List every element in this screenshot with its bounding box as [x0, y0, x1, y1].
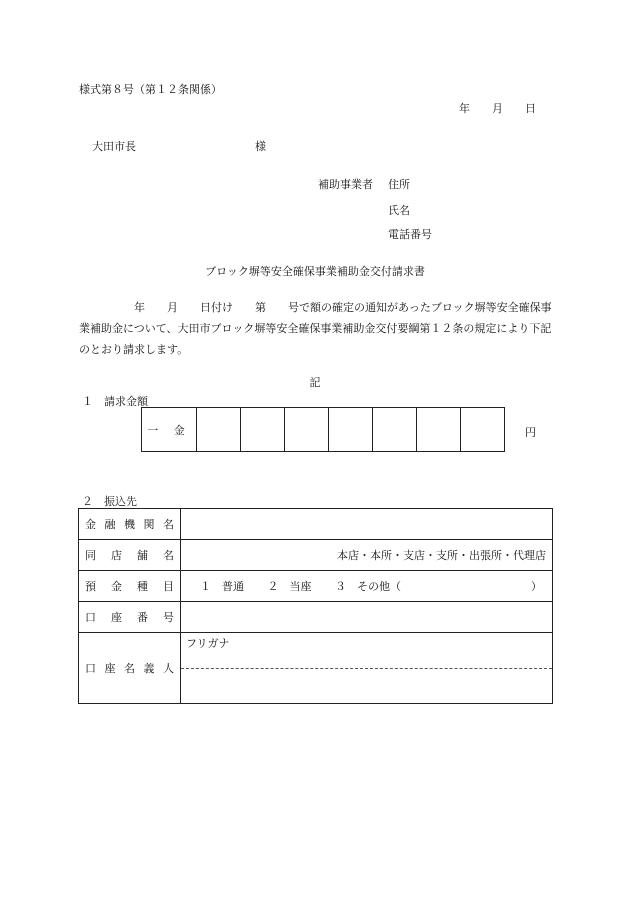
- amount-digit-cell[interactable]: [197, 408, 241, 452]
- date-day-label: 日: [525, 102, 536, 115]
- body-paragraph: 年 月 日付け 第 号で額の確定の通知があったブロック塀等安全確保事業補助金について、大田市ブロック塀等安全確保事業補助金交付要綱第１２条の規定により下記のとおり請求します。: [79, 301, 552, 356]
- bank-name-field[interactable]: [181, 509, 553, 540]
- amount-digit-cell[interactable]: [329, 408, 373, 452]
- date-month-label: 月: [492, 102, 503, 115]
- account-number-label: 口 座 番 号: [79, 602, 181, 633]
- bank-name-label: 金 融 機 関 名: [79, 509, 181, 540]
- branch-field[interactable]: [181, 540, 553, 571]
- phone-label: 電話番号: [388, 228, 432, 241]
- date-year-label: 年: [459, 102, 470, 115]
- deposit-type-other[interactable]: ３ その他（: [335, 580, 401, 593]
- addressee-honorific: 様: [255, 140, 266, 153]
- amount-digit-cell[interactable]: [461, 408, 505, 452]
- amount-unit: 円: [525, 426, 536, 439]
- account-holder-label: 口 座 名 義 人: [79, 633, 181, 704]
- date-line: [459, 100, 536, 116]
- branch-options: 本店・本所・支店・支所・出張所・代理店: [337, 549, 546, 562]
- amount-digit-cell[interactable]: [417, 408, 461, 452]
- bank-transfer-table: [78, 508, 553, 704]
- form-number: 様式第８号（第１２条関係）: [79, 83, 222, 96]
- ki-heading: 記: [309, 376, 321, 389]
- deposit-type-close-paren: ）: [531, 580, 542, 593]
- deposit-type-current[interactable]: ２ 当座: [267, 580, 312, 593]
- furigana-row[interactable]: [181, 633, 552, 669]
- furigana-label: フリガナ: [186, 637, 230, 650]
- amount-label: 一 金: [142, 408, 197, 452]
- name-label: 氏名: [388, 204, 410, 217]
- amount-digit-cell[interactable]: [373, 408, 417, 452]
- amount-digit-cell[interactable]: [285, 408, 329, 452]
- deposit-type-field[interactable]: [181, 571, 553, 602]
- branch-label: 同 店 舗 名: [79, 540, 181, 571]
- section2-heading: ２ 振込先: [82, 495, 137, 508]
- section1-heading: １ 請求金額: [82, 395, 148, 408]
- deposit-type-ordinary[interactable]: １ 普通: [200, 580, 244, 593]
- amount-digit-cell[interactable]: [241, 408, 285, 452]
- applicant-label: 補助事業者: [318, 178, 373, 191]
- account-holder-field[interactable]: [181, 633, 553, 704]
- document-title: ブロック塀等安全確保事業補助金交付請求書: [205, 265, 425, 278]
- account-holder-name-row[interactable]: [181, 669, 552, 703]
- account-number-field[interactable]: [181, 602, 553, 633]
- addressee-name: 大田市長: [92, 140, 136, 153]
- address-label: 住所: [388, 178, 410, 191]
- amount-table: [141, 407, 505, 452]
- deposit-type-label: 預 金 種 目: [79, 571, 181, 602]
